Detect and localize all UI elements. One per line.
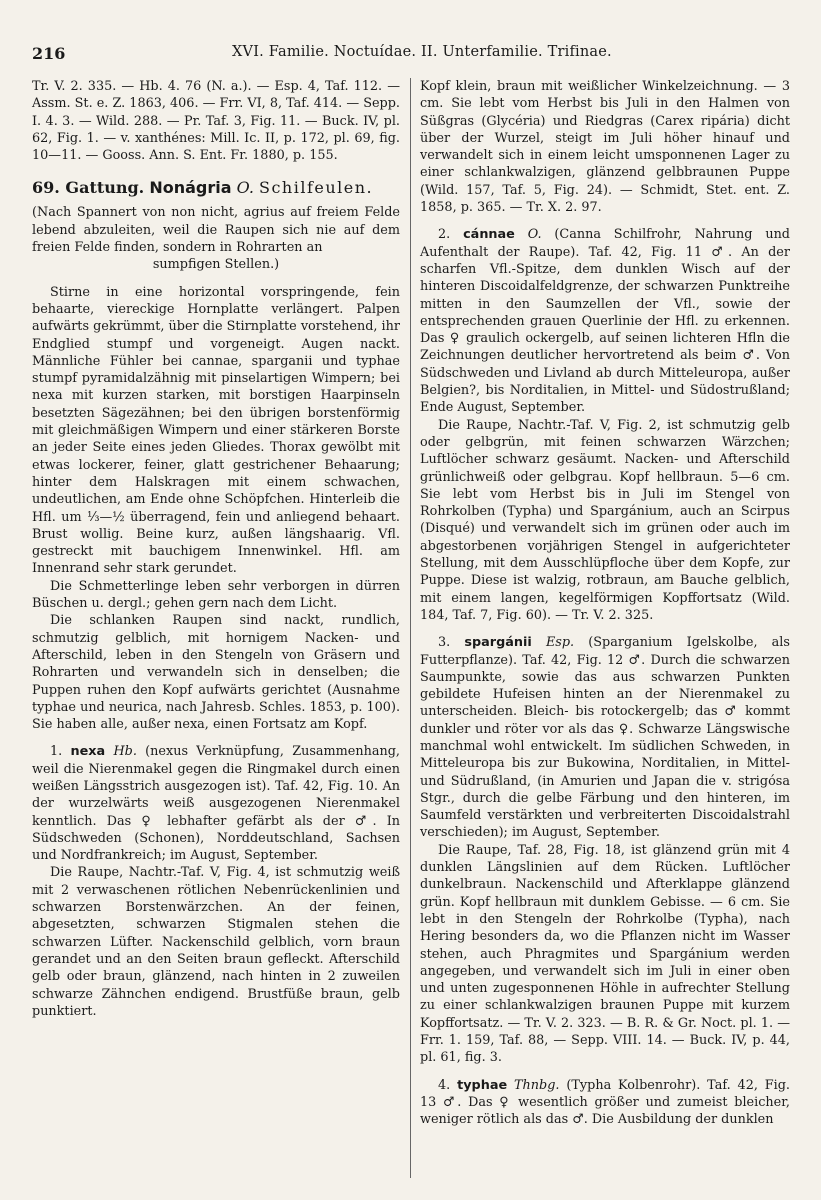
left-column <box>32 78 400 1020</box>
continued-text: Kopf klein, braun mit weißlicher Winkelzeichnung. — 3 cm. Sie lebt vom Herbst bis Juli in den Halmen von Süßgras (Glycéria) und Riedgras (Carex ripária) dicht über der Wurzel, steigt im Juli höher hinauf und verwandelt sich in einem leicht umsponnenen Lager zu einer schlankwalzigen, glänzend gelbbraunen Puppe (Wild. 157, Taf. 5, Fig. 24). — Schmidt, Stet. ent. Z. 1858, p. 365. — Tr. X. 2. 97. <box>420 79 790 216</box>
species-name: spargánii <box>464 635 532 651</box>
species-name: nexa <box>70 744 106 760</box>
species-larva: Die Raupe, Nachtr.-Taf. V, Fig. 4, ist schmutzig weiß mit 2 verwaschenen rötlichen Nebenrückenlinien und schwarzen Borstenwärzchen. An der feinen, abgesetzten, schwarzen Stigmalen stehen die schwarzen Lüfter. Nackenschild gelblich, vorn braun gerandet und an den Seiten braun gefleckt. Afterschild gelb oder braun, glänzend, nach hinten in 2 zuweilen schwarze Zähnchen endigend. Brustfüße braun, gelb punktiert. <box>32 865 400 1019</box>
species-entry <box>32 743 400 864</box>
genus-author: O. <box>236 178 254 198</box>
genus-name: Nonágria <box>149 178 232 198</box>
species-entry <box>420 226 790 416</box>
species-text: (Sparganium Igelskolbe, als Futterpflanze). Taf. 42, Fig. 12 ♂. Durch die schwarzen Saumpunkte, sowie das aus schwarzen Punkten gebildete Hufeisen hinten an der Nierenmakel zu unterscheiden. Bleich- bis rotockergelb; das ♂ kommt dunkler und röter vor als das ♀. Schwarze Längswische manchmal wohl entwickelt. Im südlichen Schweden, in Mitteleuropa bis zur Bukowina, Norditalien, in Mittel- und Südrußland, (in Amurien und Japan die v. strigósa Stgr., durch die gelbe Färbung und den hinteren, im Saumfeld verstärkten und verbreiterten Discoidalstrahl verschieden); im August, September. <box>420 635 790 841</box>
species-text: (Typha Kolbenrohr). Taf. 42, Fig. 13 ♂. Das ♀ wesentlich größer und zumeist bleicher, weniger rötlich als das ♂. Die Ausbildung der dunklen <box>420 1077 790 1128</box>
species-entry <box>420 634 790 842</box>
species-number: 4. <box>438 1077 451 1093</box>
adult-habits: Die Schmetterlinge leben sehr verborgen in dürren Büschen u. dergl.; gehen gern nach dem Licht. <box>32 578 400 612</box>
larva-general: Die schlanken Raupen sind nackt, rundlich, schmutzig gelblich, mit hornigem Nacken- und Afterschild, leben in den Stengeln von Gräsern und Rohrarten und verwandeln sich in denselben; die Puppen ruhen den Kopf aufwärts gerichtet (Ausnahme typhae und neurica, nach Jahresb. Schles. 1853, p. 100). Sie haben alle, außer nexa, einen Fortsatz am Kopf. <box>32 613 401 733</box>
species-name: typhae <box>457 1077 508 1093</box>
page-number: 216 <box>32 44 66 63</box>
right-column <box>420 78 790 1129</box>
species-number: 2. <box>438 227 451 243</box>
genus-description: Stirne in eine horizontal vorspringende, fein behaarte, viereckige Hornplatte verlängert. Palpen aufwärts gekrümmt, über die Stirnplatte vorstehend, ihr Endglied stumpf und vorgeneigt. Augen nackt. Männliche Fühler bei cannae, sparganii und typhae stumpf pyramidalzähnig mit pinselartigen Wimpern; bei nexa mit kurzen starken, mit borstigen Haarpinseln besetzten Sägezähnen; bei den übrigen borstenförmig mit gleichmäßigen Wimpern und einer stärkeren Borste an jeder Seite eines jeden Gliedes. Thorax gewölbt mit etwas lockerer, feiner, glatt gestrichener Behaarung; hinter dem Halskragen mit einem schwachen, undeutlichen, am Ende ohne Schöpfchen. Hinterleib die Hfl. um ⅓—½ überragend, fein und anliegend behaart. Brust wollig. Beine kurz, außen längshaarig. Vfl. gestreckt mit bauchigem Innenwinkel. Hfl. am Innenrand sehr stark gerundet. <box>32 284 400 577</box>
species-author: O. <box>527 227 542 243</box>
etymology-end: sumpfigen Stellen.) <box>152 257 280 273</box>
species-number: 3. <box>438 635 451 651</box>
species-name: cánnae <box>463 227 515 243</box>
species-text: (nexus Verknüpfung, Zusammenhang, weil die Nierenmakel gegen die Ringmakel durch einen weißen Längsstrich ausgezogen ist). Taf. 42, Fig. 10. An der wurzelwärts weiß ausgezogenen Nierenmakel kenntlich. Das ♀ lebhafter gefärbt als der ♂. In Südschweden (Schonen), Norddeutschland, Sachsen und Nordfrankreich; im August, September. <box>32 744 400 864</box>
species-text: (Canna Schilfrohr, Nahrung und Aufenthalt der Raupe). Taf. 42, Fig. 11 ♂. An der scharfen Vfl.-Spitze, dem dunklen Wisch auf der hinteren Discoidalfeldgrenze, der schwarzen Punktreihe mitten in den Saumzellen der Vfl., sowie der entsprechenden grauen Querlinie der Hfl. zu erkennen. Das ♀ graulich ockergelb, auf seinen lichteren Hfln die Zeichnungen deutlicher hervortretend als beim ♂. Von Südschweden und Livland ab durch Mitteleuropa, außer Belgien?, bis Norditalien, in Mittel- und Südostrußland; Ende August, September. <box>420 227 791 416</box>
genus-heading <box>32 178 400 198</box>
genus-common-name: Schilfeulen. <box>259 178 374 198</box>
page-header <box>32 44 792 68</box>
references: Tr. V. 2. 335. — Hb. 4. 76 (N. a.). — Esp. 4, Taf. 112. — Assm. St. e. Z. 1863, 406. — Frr. VI, 8, Taf. 414. — Sepp. I. 4. 3. — Wild. 288. — Pr. Taf. 3, Fig. 11. — Buck. IV, pl. 62, Fig. 1. — v. xanthénes: Mill. Ic. II, p. 172, pl. 69, fig. 10—11. — Gooss. Ann. S. Ent. Fr. 1880, p. 155. <box>32 79 400 164</box>
column-divider <box>410 78 411 1178</box>
species-larva: Die Raupe, Taf. 28, Fig. 18, ist glänzend grün mit 4 dunklen Längslinien auf dem Rücken. Luftlöcher dunkelbraun. Nackenschild und Afterklappe glänzend grün. Kopf hellbraun mit dunklem Gebisse. — 6 cm. Sie lebt in den Stengeln der Rohrkolbe (Typha), nach Hering besonders da, wo die Pflanzen nicht im Wasser stehen, auch Phragmites und Spargánium werden angegeben, und verwandelt sich im Juli in einer oben und unten zugesponnenen Höhle in aufrechter Stellung zu einer schlankwalzigen braunen Puppe mit kurzem Kopffortsatz. — Tr. V. 2. 323. — B. R. & Gr. Noct. pl. 1. — Frr. 1. 159, Taf. 88, — Sepp. VIII. 14. — Buck. IV, p. 44, pl. 61, fig. 3. <box>420 842 790 1066</box>
running-head: XVI. Familie. Noctuídae. II. Unterfamilie. Trifinae. <box>232 44 612 60</box>
species-larva: Die Raupe, Nachtr.-Taf. V, Fig. 2, ist schmutzig gelb oder gelbgrün, mit feinen schwarzen Wärzchen; Luftlöcher schwarz gesäumt. Nacken- und Afterschild grünlichweiß oder gelbgrau. Kopf hellbraun. 5—6 cm. Sie lebt vom Herbst bis in Juli im Stengel von Rohrkolben (Typha) und Spargánium, auch an Scirpus (Disqué) und verwandelt sich im grünen oder auch im abgestorbenen vorjährigen Stengel in aufgerichteter Stellung, mit dem Ausschlüpfloche über dem Kopfe, zur Puppe. Diese ist walzig, rotbraun, am Bauche gelblich, mit einem langen, kegelförmigen Kopffortsatz (Wild. 184, Taf. 7, Fig. 60). — Tr. V. 2. 325. <box>420 417 790 623</box>
genus-number: 69. Gattung. <box>32 178 145 198</box>
species-author: Thnbg. <box>514 1077 560 1093</box>
species-author: Hb. <box>113 744 137 760</box>
species-entry <box>420 1077 790 1129</box>
species-number: 1. <box>50 744 63 760</box>
etymology: (Nach Spannert von non nicht, agrius auf freiem Felde lebend abzuleiten, weil die Raupen sich nie auf dem freien Felde finden, sondern in Rohrarten an <box>32 205 400 256</box>
species-author: Esp. <box>545 635 575 651</box>
